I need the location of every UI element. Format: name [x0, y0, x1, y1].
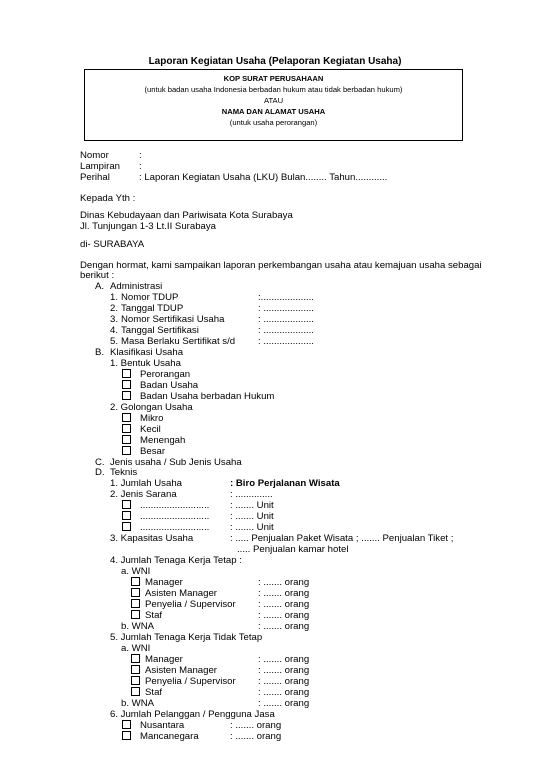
bentuk-usaha-title: 1. Bentuk Usaha [110, 358, 181, 369]
admin-item-label: Tanggal Sertifikasi [121, 325, 199, 336]
tetap-row [131, 577, 140, 588]
lampiran-value: : [139, 161, 142, 172]
tidak-value: : ....... orang [258, 654, 310, 665]
kop-title: KOP SURAT PERUSAHAAN [223, 74, 324, 83]
page-title: Laporan Kegiatan Usaha (Pelaporan Kegiatan Usaha) [148, 56, 402, 67]
bentuk-perorangan [122, 369, 131, 380]
sarana-label: .......................... [140, 511, 210, 522]
pelanggan-value: : ....... orang [230, 720, 282, 731]
perihal-value: : Laporan Kegiatan Usaha (LKU) Bulan........ Tahun............ [139, 172, 388, 183]
admin-item-value: :.................... [258, 292, 314, 303]
tidak-value: : ....... orang [258, 687, 310, 698]
admin-item-value: : ................... [258, 303, 314, 314]
pelanggan-row [122, 720, 131, 731]
section-b-title: Klasifikasi Usaha [110, 347, 184, 358]
recipient-address: Jl. Tunjungan 1-3 Lt.II Surabaya [80, 221, 216, 232]
tenaga-tidak-tetap-wni: a. WNI [121, 643, 151, 654]
section-a-marker: A. [95, 281, 105, 292]
kop-note-2: (untuk usaha perorangan) [229, 118, 318, 127]
tidak-row [131, 665, 140, 676]
kapasitas-label: 3. Kapasitas Usaha [110, 533, 194, 544]
section-c-title: Jenis usaha / Sub Jenis Usaha [110, 457, 242, 468]
checkbox-icon[interactable] [131, 665, 140, 674]
pelanggan-title: 6. Jumlah Pelanggan / Pengguna Jasa [110, 709, 275, 720]
intro-line-2: berikut : [80, 270, 115, 281]
sarana-label: .......................... [140, 500, 210, 511]
checkbox-icon[interactable] [122, 446, 131, 455]
tidak-row [131, 676, 140, 687]
tenaga-tetap-wna-label: b. WNA [121, 621, 155, 632]
nomor-label: Nomor [80, 150, 109, 161]
admin-item-label: Masa Berlaku Sertifikat s/d [121, 336, 236, 347]
tidak-label: Penyelia / Supervisor [145, 676, 236, 687]
admin-item-label: Nomor TDUP [121, 292, 179, 303]
bentuk-badan-hukum [122, 391, 131, 402]
checkbox-icon[interactable] [131, 610, 140, 619]
sarana-row [122, 500, 131, 511]
tidak-value: : ....... orang [258, 676, 310, 687]
section-d-title: Teknis [110, 467, 138, 478]
sarana-label: .......................... [140, 522, 210, 533]
tidak-value: : ....... orang [258, 665, 310, 676]
checkbox-icon[interactable] [131, 676, 140, 685]
section-b-marker: B. [95, 347, 105, 358]
nomor-value: : [139, 150, 142, 161]
bentuk-label: Badan Usaha berbadan Hukum [140, 391, 275, 402]
kapasitas-value-1: : ..... Penjualan Paket Wisata ; ....... Penjualan Tiket ; [230, 533, 454, 544]
admin-item-value: : ................... [258, 314, 314, 325]
checkbox-icon[interactable] [122, 522, 131, 531]
section-c-marker: C. [95, 457, 105, 468]
tidak-row [131, 654, 140, 665]
tenaga-tetap-title: 4. Jumlah Tenaga Kerja Tetap : [110, 555, 242, 566]
tidak-label: Manager [145, 654, 183, 665]
tetap-label: Staf [145, 610, 163, 621]
tenaga-tetap-wna-value: : ....... orang [258, 621, 310, 632]
tetap-label: Manager [145, 577, 183, 588]
pelanggan-label: Mancanegara [140, 731, 199, 742]
kop-or: ATAU [263, 96, 284, 105]
jumlah-usaha-value: : Biro Perjalanan Wisata [230, 478, 340, 489]
golongan-label: Mikro [140, 413, 164, 424]
tidak-label: Asisten Manager [145, 665, 217, 676]
checkbox-icon[interactable] [122, 413, 131, 422]
golongan-usaha-title: 2. Golongan Usaha [110, 402, 193, 413]
golongan-label: Menengah [140, 435, 186, 446]
sarana-row [122, 511, 131, 522]
tetap-row [131, 588, 140, 599]
tetap-row [131, 599, 140, 610]
checkbox-icon[interactable] [122, 731, 131, 740]
checkbox-icon[interactable] [122, 424, 131, 433]
tetap-label: Penyelia / Supervisor [145, 599, 236, 610]
tetap-label: Asisten Manager [145, 588, 217, 599]
recipient-name: Dinas Kebudayaan dan Pariwisata Kota Surabaya [80, 210, 293, 221]
admin-item-number: 4. [110, 325, 119, 336]
admin-item-number: 3. [110, 314, 119, 325]
golongan-label: Besar [140, 446, 166, 457]
admin-item-label: Tanggal TDUP [121, 303, 184, 314]
tenaga-tidak-tetap-wna-value: : ....... orang [258, 698, 310, 709]
admin-item-number: 1. [110, 292, 119, 303]
letterhead-box [84, 69, 463, 141]
intro-line-1: Dengan hormat, kami sampaikan laporan perkembangan usaha atau kemajuan usaha sebagai [80, 260, 482, 271]
tetap-value: : ....... orang [258, 577, 310, 588]
checkbox-icon[interactable] [122, 391, 131, 400]
tetap-row [131, 610, 140, 621]
checkbox-icon[interactable] [131, 599, 140, 608]
pelanggan-label: Nusantara [140, 720, 185, 731]
tetap-value: : ....... orang [258, 599, 310, 610]
tidak-row [131, 687, 140, 698]
admin-item-number: 5. [110, 336, 119, 347]
golongan-besar [122, 446, 131, 457]
tenaga-tidak-tetap-wna-label: b. WNA [121, 698, 155, 709]
sarana-value: : ....... Unit [230, 500, 274, 511]
admin-item-value: : ................... [258, 336, 314, 347]
tenaga-tidak-tetap-title: 5. Jumlah Tenaga Kerja Tidak Tetap [110, 632, 263, 643]
jenis-sarana-label: 2. Jenis Sarana [110, 489, 177, 500]
checkbox-icon[interactable] [122, 511, 131, 520]
bentuk-badan-usaha [122, 380, 131, 391]
golongan-label: Kecil [140, 424, 161, 435]
checkbox-icon[interactable] [122, 500, 131, 509]
golongan-menengah [122, 435, 131, 446]
section-d-marker: D. [95, 467, 105, 478]
checkbox-icon[interactable] [131, 687, 140, 696]
checkbox-icon[interactable] [122, 380, 131, 389]
admin-item-label: Nomor Sertifikasi Usaha [121, 314, 225, 325]
checkbox-icon[interactable] [122, 720, 131, 729]
jenis-sarana-value: : .............. [230, 489, 273, 500]
tetap-value: : ....... orang [258, 610, 310, 621]
checkbox-icon[interactable] [131, 654, 140, 663]
perihal-label: Perihal [80, 172, 110, 183]
admin-item-number: 2. [110, 303, 119, 314]
sarana-value: : ....... Unit [230, 522, 274, 533]
golongan-kecil [122, 424, 131, 435]
bentuk-label: Badan Usaha [140, 380, 199, 391]
checkbox-icon[interactable] [122, 435, 131, 444]
jumlah-usaha-label: 1. Jumlah Usaha [110, 478, 182, 489]
checkbox-icon[interactable] [131, 577, 140, 586]
kop-name-address: NAMA DAN ALAMAT USAHA [221, 107, 326, 116]
kepada-label: Kepada Yth : [80, 193, 136, 204]
tidak-label: Staf [145, 687, 163, 698]
kop-note-1: (untuk badan usaha Indonesia berbadan hukum atau tidak berbadan hukum) [144, 85, 403, 94]
tenaga-tetap-wni: a. WNI [121, 566, 151, 577]
lampiran-label: Lampiran [80, 161, 120, 172]
recipient-city: di- SURABAYA [80, 239, 145, 250]
pelanggan-row [122, 731, 131, 742]
bentuk-label: Perorangan [140, 369, 191, 380]
admin-item-value: : ................... [258, 325, 314, 336]
sarana-row [122, 522, 131, 533]
golongan-mikro [122, 413, 131, 424]
sarana-value: : ....... Unit [230, 511, 274, 522]
section-a-title: Administrasi [110, 281, 163, 292]
kapasitas-value-2: ..... Penjualan kamar hotel [237, 544, 349, 555]
checkbox-icon[interactable] [131, 588, 140, 597]
checkbox-icon[interactable] [122, 369, 131, 378]
tetap-value: : ....... orang [258, 588, 310, 599]
pelanggan-value: : ....... orang [230, 731, 282, 742]
